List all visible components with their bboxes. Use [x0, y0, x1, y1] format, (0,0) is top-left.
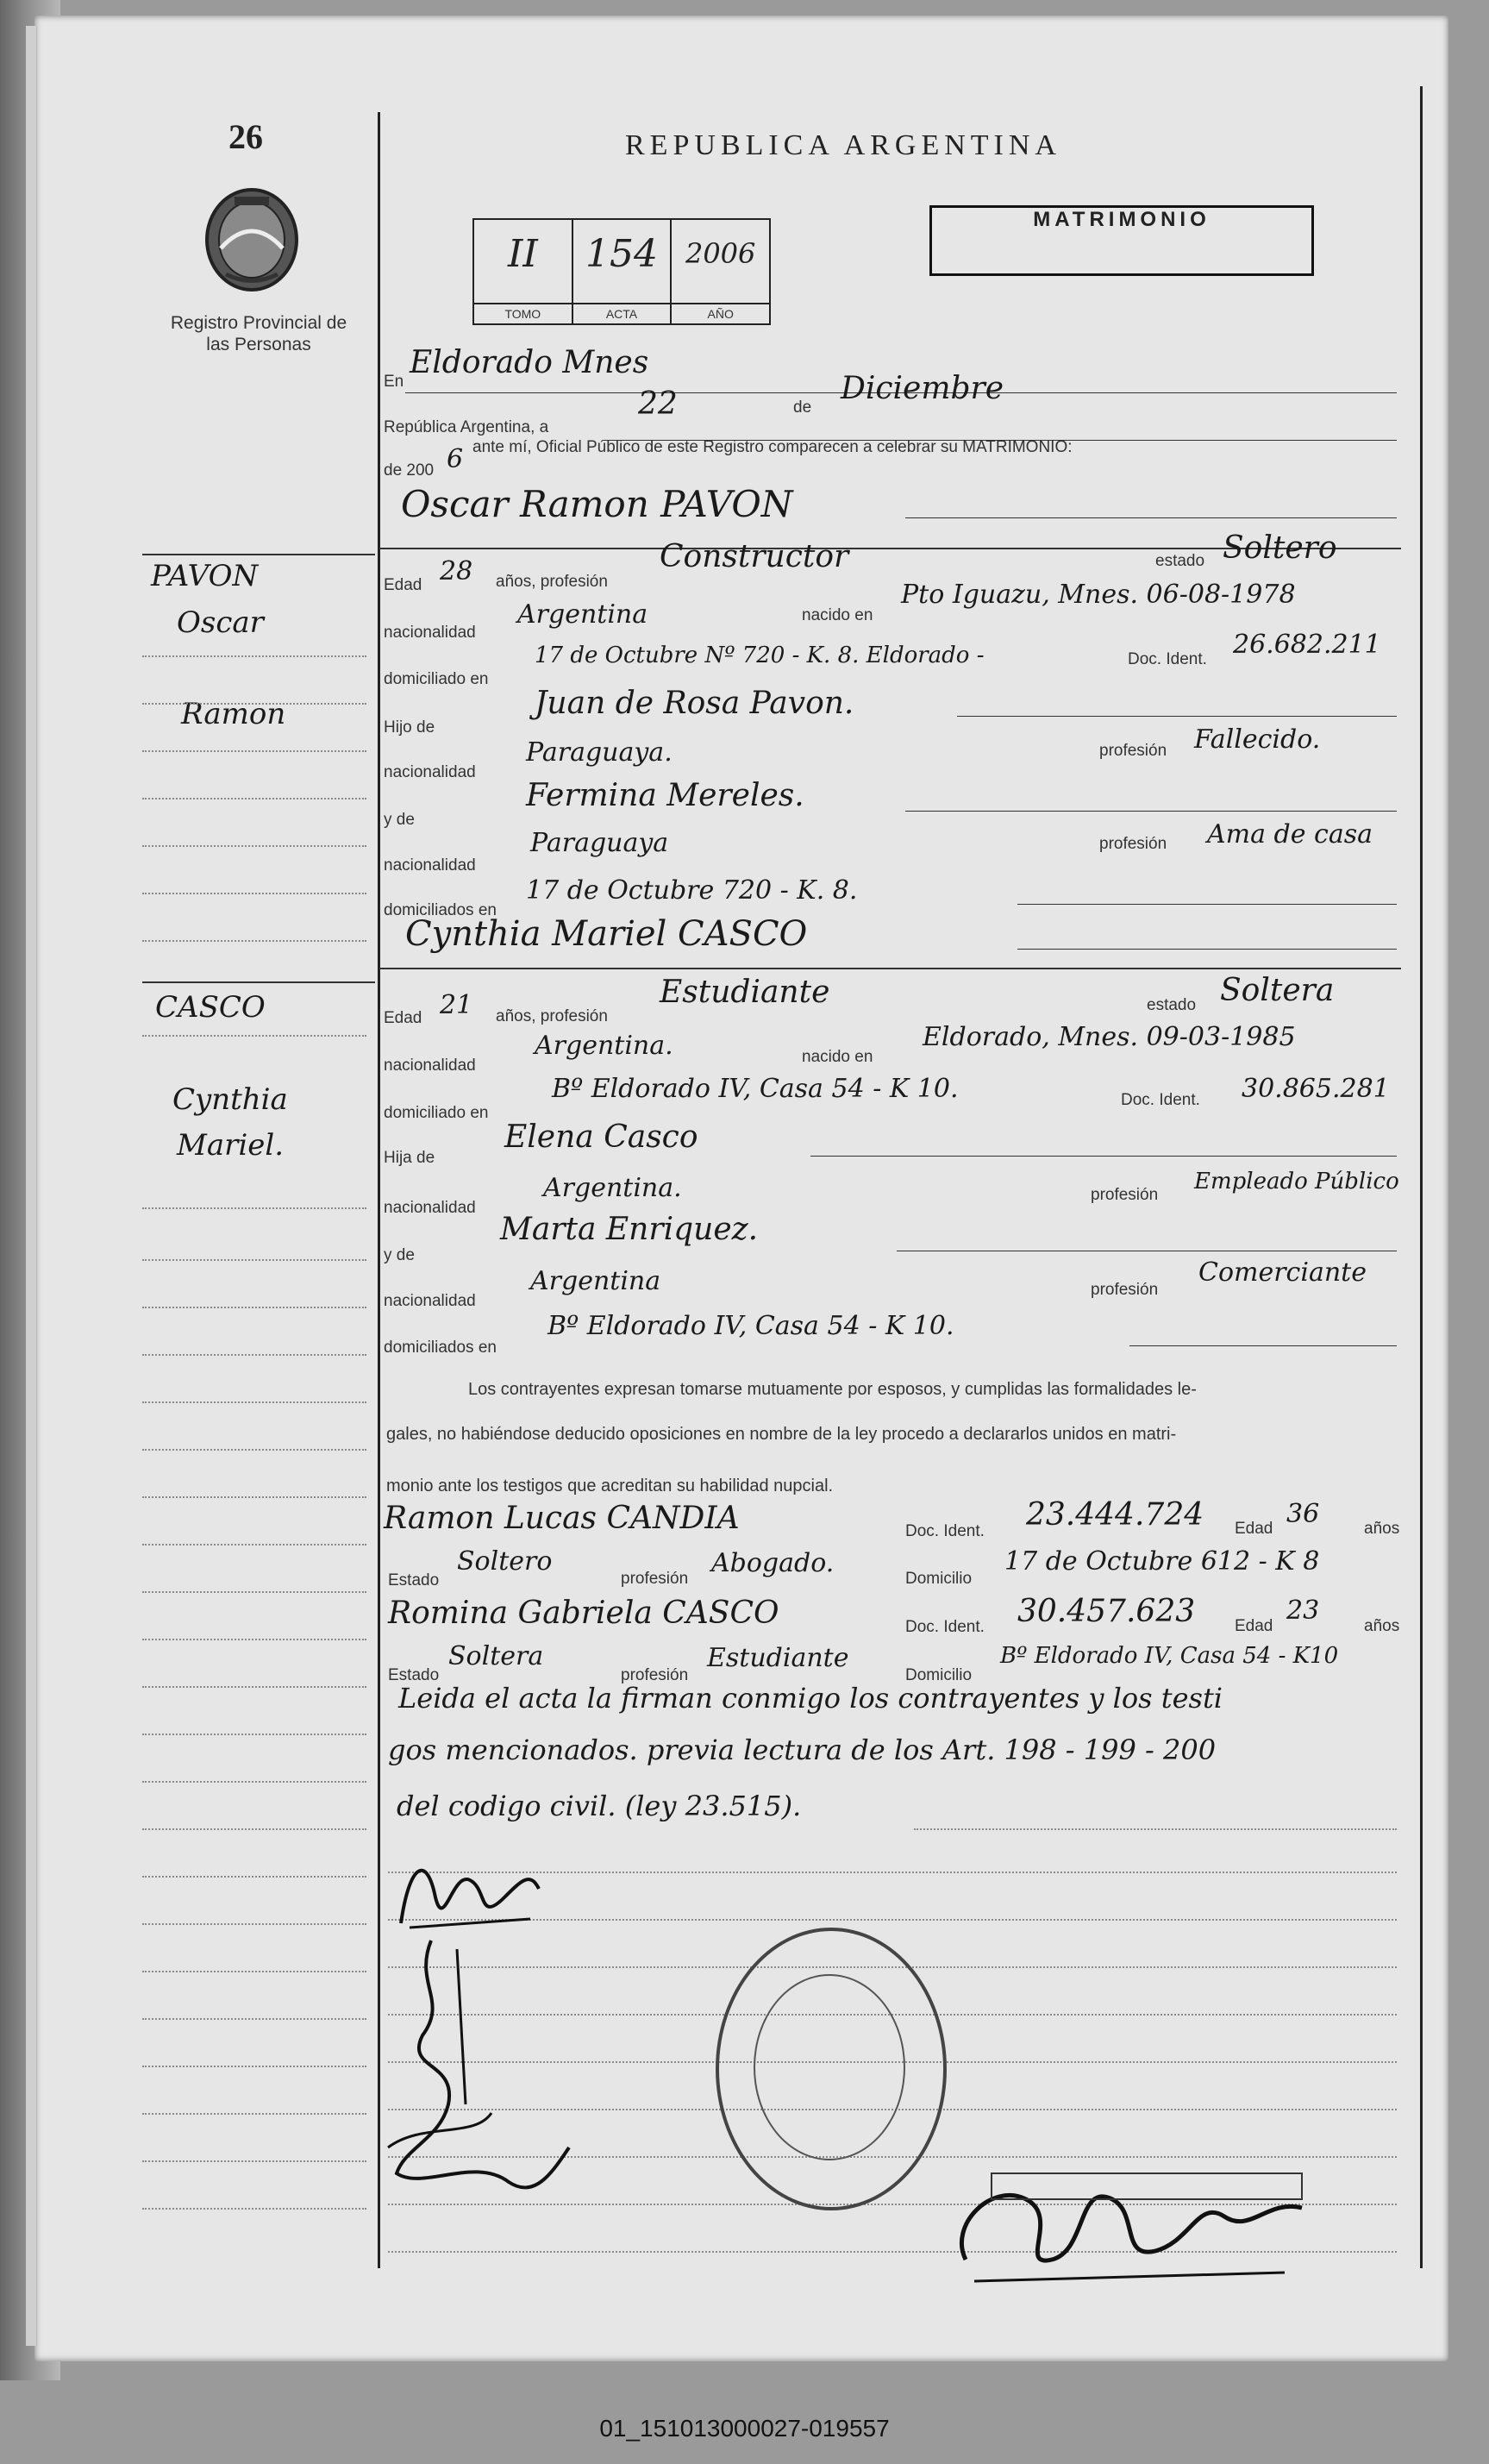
- groom-mother-prof-label: profesión: [1099, 835, 1167, 853]
- bride-mother-profession: Comerciante: [1198, 1257, 1367, 1288]
- ano-cell: [672, 220, 769, 323]
- groom-domiciliado-label: domiciliado en: [384, 670, 489, 688]
- bride-nationality: Argentina.: [535, 1031, 673, 1061]
- closing-line-2: gos mencionados. previa lectura de los Art. 198 - 199 - 200: [388, 1734, 1217, 1766]
- groom-doc-id: 26.682.211: [1233, 630, 1381, 660]
- sidebar-dot: [142, 1971, 366, 1972]
- bride-mother-prof-label: profesión: [1091, 1281, 1159, 1299]
- folio-number: 26: [228, 117, 263, 156]
- groom-age: 28: [440, 556, 473, 586]
- bride-mother-nationality: Argentina: [530, 1266, 661, 1296]
- bride-estado-label: estado: [1147, 996, 1197, 1014]
- ano-value: 2006: [685, 237, 756, 270]
- sidebar-dot: [142, 1781, 366, 1783]
- groom-hijo-label: Hijo de: [384, 718, 435, 737]
- bride-name-line: [1017, 949, 1397, 950]
- bride-marital-status: Soltera: [1220, 973, 1335, 1008]
- witness-2-profession: Estudiante: [707, 1643, 849, 1673]
- groom-estado-label: estado: [1155, 552, 1205, 570]
- witness-2-estado-label: Estado: [388, 1666, 440, 1684]
- witness-1-estado-label: Estado: [388, 1571, 440, 1589]
- witness-2-age: 23: [1286, 1596, 1320, 1626]
- signature-2: [371, 1932, 595, 2221]
- scan-image-id: 01_151013000027-019557: [599, 2415, 890, 2442]
- sidebar-dot: [142, 655, 366, 657]
- sidebar-dot: [142, 1639, 366, 1640]
- groom-marital-status: Soltero: [1223, 530, 1337, 566]
- sidebar-dot: [142, 1876, 366, 1878]
- sidebar-dot: [142, 1307, 366, 1308]
- bride-father: Elena Casco: [504, 1119, 698, 1155]
- witness-1-doc-label: Doc. Ident.: [905, 1522, 985, 1540]
- de-label: de: [793, 398, 812, 417]
- sidebar-dot: [142, 2113, 366, 2115]
- groom-given2-margin: Ramon: [181, 697, 286, 731]
- groom-given1-margin: Oscar: [177, 605, 264, 640]
- witness-2-address: Bº Eldorado IV, Casa 54 - K10: [1000, 1643, 1339, 1669]
- groom-nationality: Argentina: [517, 599, 648, 630]
- sidebar-dot: [142, 1923, 366, 1925]
- document-type-box: MATRIMONIO: [929, 205, 1314, 276]
- sidebar-dot: [142, 1354, 366, 1356]
- witness-1-name: Ramon Lucas CANDIA: [384, 1501, 740, 1536]
- year-digit: 6: [447, 444, 464, 474]
- officer-signature: [940, 2130, 1319, 2307]
- year-prefix: de 200: [384, 461, 435, 480]
- right-margin-rule: [1420, 86, 1423, 2268]
- bride-parents-dom-label: domiciliados en: [384, 1339, 497, 1357]
- groom-anos-label: años, profesión: [496, 573, 608, 591]
- groom-father-prof-label: profesión: [1099, 742, 1167, 760]
- groom-surname-margin: PAVON: [151, 559, 259, 593]
- sidebar-dot: [142, 1401, 366, 1403]
- sidebar-rule-2: [142, 981, 375, 983]
- bride-given2-margin: Mariel.: [177, 1128, 285, 1163]
- groom-yde-label: y de: [384, 811, 415, 829]
- closing-line-3: del codigo civil. (ley 23.515).: [397, 1790, 802, 1822]
- sidebar-dot: [142, 1686, 366, 1688]
- groom-parents-dom-label: domiciliados en: [384, 901, 497, 919]
- sidebar-dot: [142, 750, 366, 752]
- signature-1: [392, 1846, 547, 1945]
- bride-father-nationality: Argentina.: [543, 1173, 682, 1203]
- place-value: Eldorado Mnes: [410, 345, 649, 380]
- provincial-coat-of-arms-icon: [200, 179, 303, 296]
- page-edge: [26, 26, 37, 2346]
- groom-father-profession: Fallecido.: [1194, 724, 1321, 755]
- official-seal-stamp: [716, 1928, 947, 2210]
- sidebar-dot: [142, 1734, 366, 1735]
- bride-father-prof-label: profesión: [1091, 1186, 1159, 1204]
- closing-line-1: Leida el acta la firman conmigo los contrayentes y los testi: [398, 1682, 1223, 1715]
- groom-mother: Fermina Mereles.: [526, 778, 804, 813]
- witness-1-address: 17 de Octubre 612 - K 8: [1004, 1546, 1320, 1577]
- intro-text: ante mí, Oficial Público de este Registro comparecen a celebrar su MATRIMONIO:: [472, 438, 1073, 456]
- sidebar-dot: [142, 940, 366, 942]
- sidebar-rule-1: [142, 554, 375, 555]
- declaration-line-1: Los contrayentes expresan tomarse mutuamente por esposos, y cumplidas las formalidades le-: [468, 1380, 1197, 1399]
- bride-full-name: Cynthia Mariel CASCO: [405, 914, 808, 954]
- groom-mother-nationality: Paraguaya: [530, 828, 669, 858]
- witness-2-dom-label: Domicilio: [905, 1666, 973, 1684]
- bride-doc-label: Doc. Ident.: [1121, 1091, 1200, 1109]
- bride-address: Bº Eldorado IV, Casa 54 - K 10.: [552, 1074, 959, 1104]
- groom-nacionalidad-label: nacionalidad: [384, 624, 476, 642]
- seal-inner-ring: [754, 1974, 905, 2160]
- witness-2-doc-id: 30.457.623: [1017, 1594, 1196, 1629]
- ruled-line: [914, 1828, 1397, 1830]
- bride-age: 21: [440, 990, 473, 1020]
- groom-nacido-label: nacido en: [802, 606, 873, 624]
- bride-father-nac-label: nacionalidad: [384, 1199, 476, 1217]
- groom-name-line: [905, 517, 1397, 518]
- sidebar-dot: [142, 1449, 366, 1451]
- groom-father-nationality: Paraguaya.: [526, 737, 673, 768]
- witness-1-dom-label: Domicilio: [905, 1570, 973, 1588]
- sidebar-dot: [142, 798, 366, 799]
- day-value: 22: [638, 386, 678, 422]
- groom-doc-label: Doc. Ident.: [1128, 650, 1207, 668]
- bride-profession: Estudiante: [660, 975, 830, 1010]
- country-title: REPUBLICA ARGENTINA: [625, 129, 1061, 161]
- groom-edad-label: Edad: [384, 576, 422, 594]
- bride-domiciliado-label: domiciliado en: [384, 1104, 489, 1122]
- tomo-cell: [474, 220, 573, 323]
- declaration-line-3: monio ante los testigos que acreditan su habilidad nupcial.: [386, 1477, 834, 1495]
- ano-label: AÑO: [672, 303, 769, 323]
- bride-birthplace: Eldorado, Mnes. 09-03-1985: [923, 1022, 1296, 1052]
- bride-father-profession: Empleado Público: [1194, 1169, 1399, 1194]
- groom-parents-address: 17 de Octubre 720 - K. 8.: [526, 875, 858, 906]
- registry-label: Registro Provincial de las Personas: [170, 313, 347, 354]
- groom-father-nac-label: nacionalidad: [384, 763, 476, 781]
- groom-mother-line: [905, 811, 1397, 812]
- sidebar-dot: [142, 1828, 366, 1830]
- groom-mother-profession: Ama de casa: [1207, 819, 1373, 850]
- witness-2-name: Romina Gabriela CASCO: [388, 1596, 779, 1631]
- bride-parents-line: [1129, 1345, 1397, 1346]
- sidebar-dot: [142, 2208, 366, 2210]
- bride-nacido-label: nacido en: [802, 1048, 873, 1066]
- sidebar-dot: [142, 1591, 366, 1593]
- witness-2-doc-label: Doc. Ident.: [905, 1618, 985, 1636]
- bride-hija-label: Hija de: [384, 1149, 435, 1167]
- witness-1-doc-id: 23.444.724: [1026, 1497, 1204, 1533]
- acta-label: ACTA: [573, 303, 671, 323]
- bride-mother-nac-label: nacionalidad: [384, 1292, 476, 1310]
- sidebar-dot: [142, 2160, 366, 2162]
- groom-parents-line: [1017, 904, 1397, 905]
- record-number-box: [472, 218, 771, 325]
- witness-1-marital-status: Soltero: [457, 1546, 553, 1577]
- tomo-label: TOMO: [474, 303, 572, 323]
- sidebar-dot: [142, 845, 366, 847]
- groom-father: Juan de Rosa Pavon.: [535, 686, 854, 721]
- bride-given1-margin: Cynthia: [172, 1082, 288, 1117]
- sidebar-dot: [142, 1207, 366, 1209]
- witness-1-edad-label: Edad: [1235, 1520, 1273, 1538]
- month-value: Diciembre: [841, 371, 1004, 406]
- groom-address: 17 de Octubre Nº 720 - K. 8. Eldorado -: [535, 643, 985, 668]
- bride-section-rule: [379, 968, 1401, 969]
- groom-profession: Constructor: [660, 539, 849, 574]
- sidebar-dot: [142, 1035, 366, 1037]
- declaration-line-2: gales, no habiéndose deducido oposiciones en nombre de la ley procedo a declararlos unidos en matri-: [386, 1425, 1177, 1444]
- bride-doc-id: 30.865.281: [1242, 1074, 1390, 1104]
- acta-value: 154: [585, 232, 658, 276]
- republica-label: República Argentina, a: [384, 418, 549, 436]
- witness-1-prof-label: profesión: [621, 1570, 689, 1588]
- witness-1-profession: Abogado.: [711, 1548, 835, 1578]
- witness-2-marital-status: Soltera: [448, 1641, 544, 1671]
- bride-surname-margin: CASCO: [155, 990, 266, 1025]
- bride-edad-label: Edad: [384, 1009, 422, 1027]
- witness-1-anos-label: años: [1364, 1520, 1400, 1538]
- bride-nacionalidad-label: nacionalidad: [384, 1056, 476, 1075]
- acta-cell: [573, 220, 673, 323]
- witness-2-anos-label: años: [1364, 1617, 1400, 1635]
- groom-full-name: Oscar Ramon PAVON: [401, 483, 793, 525]
- witness-2-prof-label: profesión: [621, 1666, 689, 1684]
- tomo-value: II: [507, 232, 538, 276]
- sidebar-dot: [142, 1544, 366, 1545]
- witness-2-edad-label: Edad: [1235, 1617, 1273, 1635]
- groom-mother-nac-label: nacionalidad: [384, 856, 476, 875]
- bride-father-line: [810, 1156, 1397, 1157]
- sidebar-dot: [142, 1496, 366, 1498]
- sidebar-dot: [142, 893, 366, 894]
- sidebar-dot: [142, 2018, 366, 2020]
- bride-yde-label: y de: [384, 1246, 415, 1264]
- sidebar-dot: [142, 1259, 366, 1261]
- bride-mother: Marta Enriquez.: [500, 1212, 759, 1247]
- sidebar-dot: [142, 703, 366, 705]
- en-label: En: [384, 373, 404, 391]
- groom-birthplace: Pto Iguazu, Mnes. 06-08-1978: [901, 580, 1296, 610]
- groom-father-line: [957, 716, 1397, 717]
- witness-1-age: 36: [1286, 1499, 1320, 1529]
- sidebar-dot: [142, 2066, 366, 2067]
- bride-anos-label: años, profesión: [496, 1007, 608, 1025]
- bride-parents-address: Bº Eldorado IV, Casa 54 - K 10.: [547, 1311, 954, 1341]
